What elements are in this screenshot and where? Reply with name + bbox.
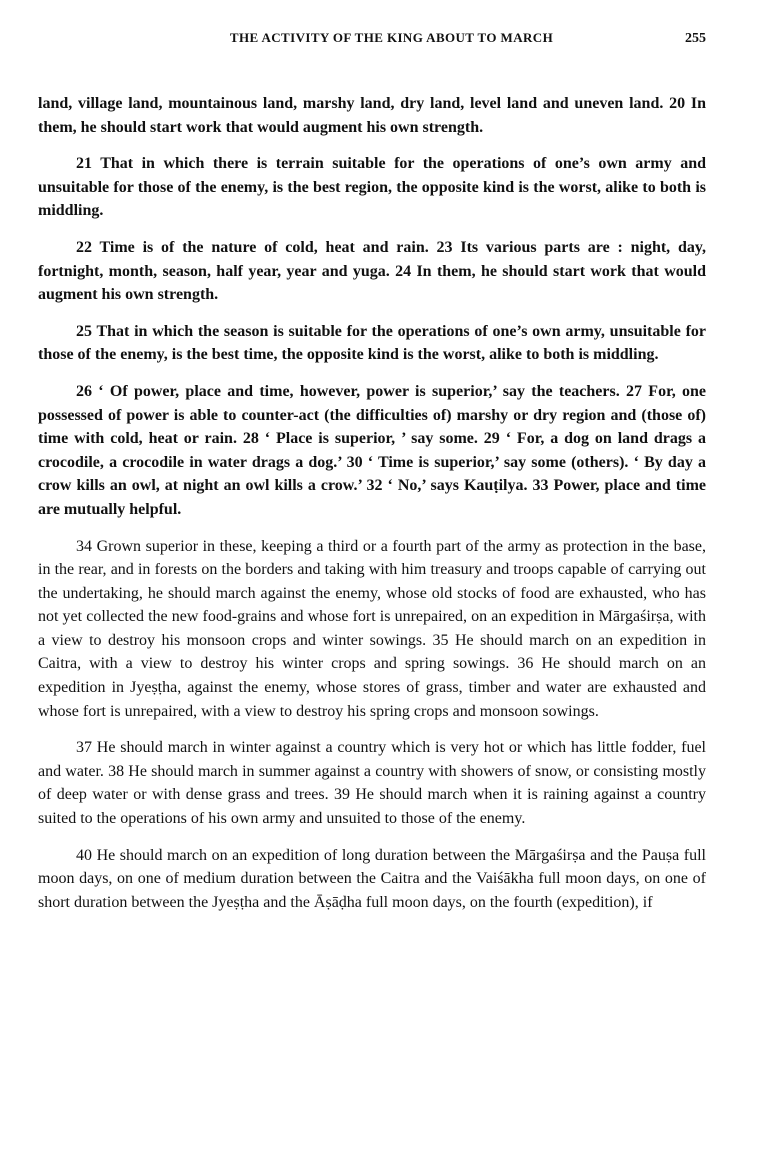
paragraph-37: 37 He should march in winter against a country which is very hot or which has little fodder, fuel and water. 38 He should march in summer against a country with showers of snow, or consisting mostly of deep water or with dense grass and trees. 39 He should march when it is raining against a country suited to the operations of his own army and unsuited to those of the enemy. — [38, 739, 706, 828]
paragraph-continuation: land, village land, mountainous land, marshy land, dry land, level land and uneven land. 20 In them, he should start work that would augment his own strength. — [38, 95, 706, 136]
page-number: 255 — [685, 31, 706, 46]
book-page — [38, 30, 706, 914]
chapter-title: THE ACTIVITY OF THE KING ABOUT TO MARCH — [229, 30, 554, 45]
paragraph-26: 26 ‘ Of power, place and time, however, power is superior,’ say the teachers. 27 For, one possessed of power is able to counter-act (the difficulties of) marshy or dry region and (those of) time with cold, heat or rain. 28 ‘ Place is superior, ’ say some. 29 ‘ For, a dog on land drags a crocodile, a crocodile in water drags a dog.’ 30 ‘ Time is superior,’ say some (others). ‘ By day a crow kills an owl, at night an owl kills a crow.’ 32 ‘ No,’ says Kauṭilya. 33 Power, place and time are mutually helpful. — [38, 382, 706, 518]
paragraph-40: 40 He should march on an expedition of long duration between the Mārgaśirṣa and the Pauṣa full moon days, on one of medium duration between the Caitra and the Vaiśākha full moon days, on one of short duration between the Jyeṣṭha and the Āṣāḍha full moon days, on the fourth (expedition), if — [38, 846, 706, 911]
paragraph-22: 22 Time is of the nature of cold, heat and rain. 23 Its various parts are : night, day, fortnight, month, season, half year, year and yuga. 24 In them, he should start work that would augment his own strength. — [38, 238, 706, 304]
paragraph-34: 34 Grown superior in these, keeping a third or a fourth part of the army as protection in the base, in the rear, and in forests on the borders and taking with him treasury and troops capable of carrying out the undertaking, he should march against the enemy, whose old stocks of food are exhausted, who has not yet collected the new food-grains and whose fort is unrepaired, on an expedition in Mārgaśirṣa, with a view to destroy his monsoon crops and winter sowings. 35 He should march on an expedition in Caitra, with a view to destroy his winter crops and spring sowings. 36 He should march on an expedition in Jyeṣṭha, against the enemy, whose stores of grass, timber and water are exhausted and whose fort is unrepaired, with a view to destroy his spring crops and monsoon sowings. — [38, 537, 706, 720]
running-header — [38, 30, 706, 54]
paragraph-25: 25 That in which the season is suitable for the operations of one’s own army, unsuitable for those of the enemy, is the best time, the opposite kind is the worst, alike to both is middling. — [38, 322, 706, 364]
paragraph-21: 21 That in which there is terrain suitable for the operations of one’s own army and unsuitable for those of the enemy, is the best region, the opposite kind is the worst, alike to both is middling. — [38, 155, 706, 220]
